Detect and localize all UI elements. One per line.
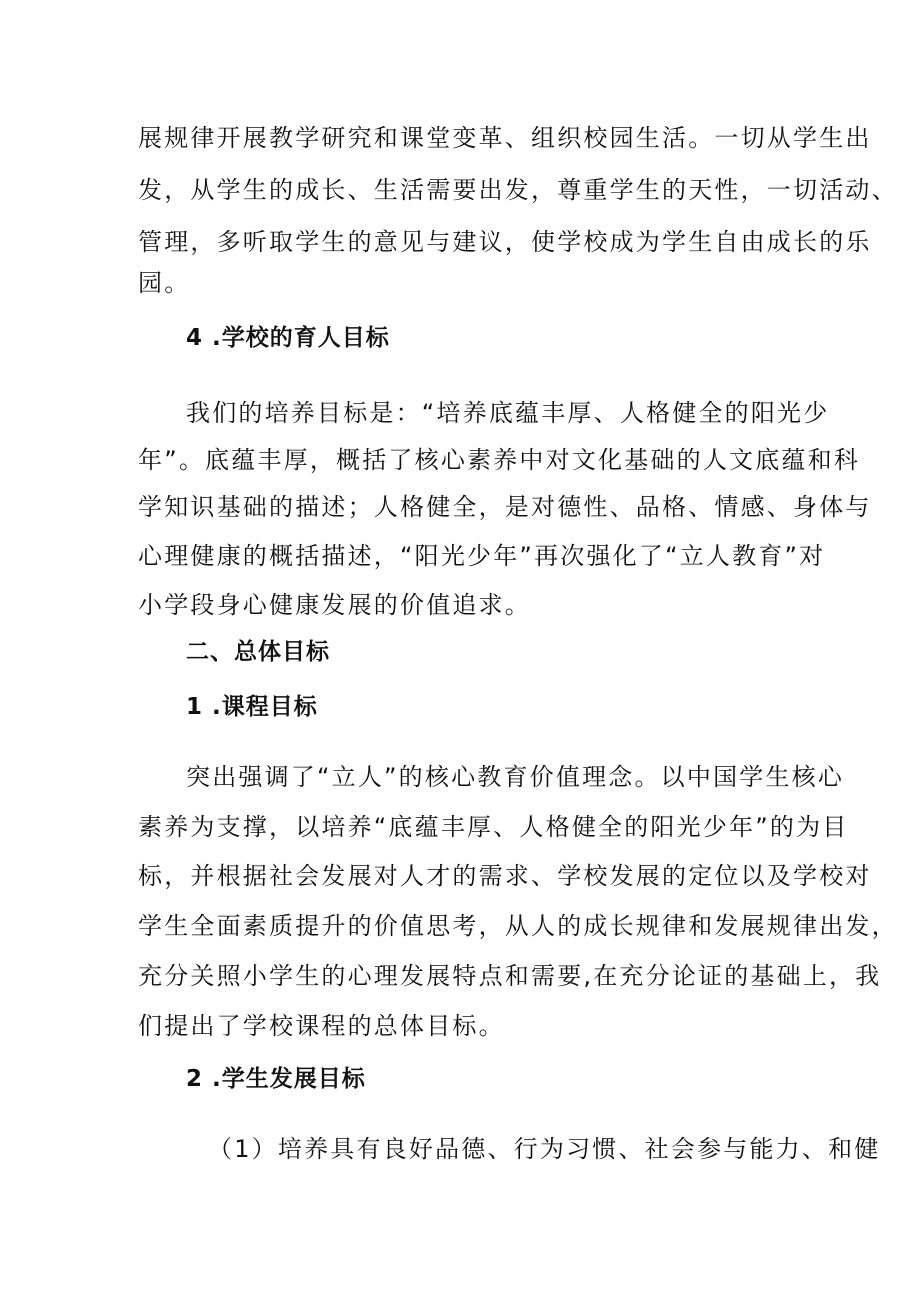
paragraph-line: 突出强调了“立人”的核心教育价值理念。以中国学生核心	[186, 763, 845, 791]
paragraph-line: 我们的培养目标是：“培养底蕴丰厚、人格健全的阳光少	[186, 399, 830, 427]
paragraph-line: 展规律开展教学研究和课堂变革、组织校园生活。一切从学生出	[138, 124, 872, 152]
paragraph-line: 充分关照小学生的心理发展特点和需要,在充分论证的基础上，我	[138, 962, 882, 990]
section-heading-4: 4 .学校的育人目标	[186, 325, 390, 351]
paragraph-line: 小学段身心健康发展的价值追求。	[138, 591, 531, 619]
section-heading-1: 1 .课程目标	[186, 694, 318, 720]
paragraph-line: 学知识基础的描述；人格健全，是对德性、品格、情感、身体与	[138, 493, 872, 521]
paragraph-line: 们提出了学校课程的总体目标。	[138, 1012, 505, 1040]
paragraph-line: 标，并根据社会发展对人才的需求、学校发展的定位以及学校对	[138, 862, 872, 890]
paragraph-line: 园。	[138, 269, 191, 297]
list-item: （1）培养具有良好品德、行为习惯、社会参与能力、和健	[208, 1135, 881, 1163]
section-heading-overall: 二、总体目标	[186, 639, 330, 665]
paragraph-line: 管理，多听取学生的意见与建议，使学校成为学生自由成长的乐	[138, 228, 872, 256]
paragraph-line: 素养为支撑，以培养“底蕴丰厚、人格健全的阳光少年”的为目	[138, 813, 849, 841]
paragraph-line: 心理健康的概括描述，“阳光少年”再次强化了“立人教育”对	[138, 542, 826, 570]
paragraph-line: 发，从学生的成长、生活需要出发，尊重学生的天性，一切活动、	[138, 176, 898, 204]
section-heading-2: 2 .学生发展目标	[186, 1066, 366, 1092]
paragraph-line: 学生全面素质提升的价值思考，从人的成长规律和发展规律出发，	[138, 912, 898, 940]
paragraph-line: 年”。底蕴丰厚，概括了核心素养中对文化基础的人文底蕴和科	[138, 446, 861, 474]
